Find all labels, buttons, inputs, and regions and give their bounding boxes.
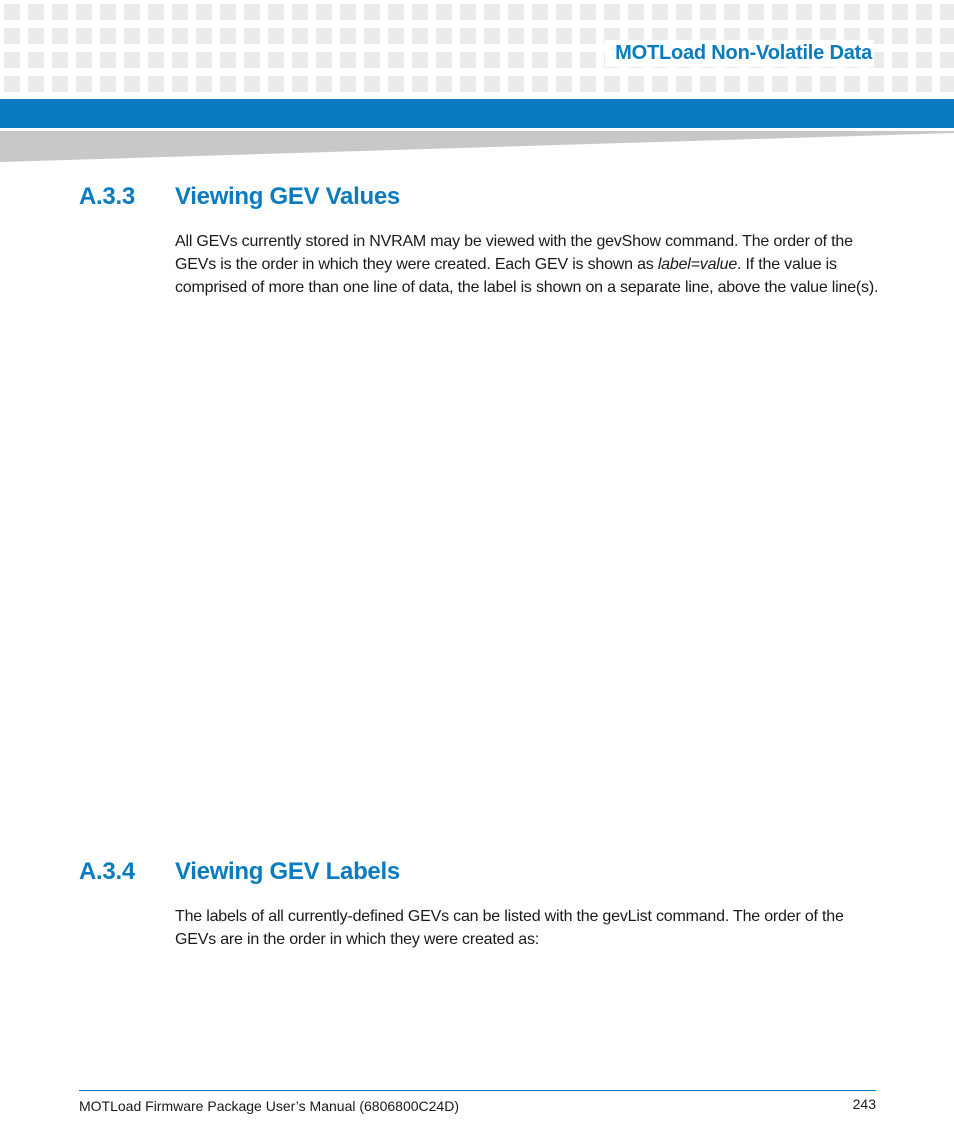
footer-rule [79, 1090, 876, 1091]
footer-manual-title: MOTLoad Firmware Package User’s Manual (6806800C24D) [79, 1098, 459, 1114]
section-body-a34: The labels of all currently-defined GEVs can be listed with the gevList command. The order of the GEVs are in the order in which they were created as: [175, 908, 844, 948]
header-wedge [0, 131, 954, 163]
body-text: . If the value is comprised of more than one line of data, the label is shown on a separate line, above the value line(s). [175, 256, 879, 296]
section-number: A.3.4 [79, 858, 135, 885]
body-text: All GEVs currently stored in NVRAM may be viewed with the gevShow command. The order of the GEVs is the order in which they were created. Each GEV is shown as [175, 233, 853, 273]
running-title: MOTLoad Non-Volatile Data [605, 40, 874, 67]
section-heading-a33 [79, 183, 400, 211]
header-band [0, 99, 954, 128]
section-number: A.3.3 [79, 183, 135, 210]
section-heading-a34 [79, 858, 400, 886]
page-number: 243 [852, 1096, 876, 1112]
section-title: Viewing GEV Values [175, 183, 400, 210]
body-emphasis: label=value [657, 256, 738, 273]
section-title: Viewing GEV Labels [175, 858, 400, 885]
section-body-a33 [175, 230, 880, 299]
